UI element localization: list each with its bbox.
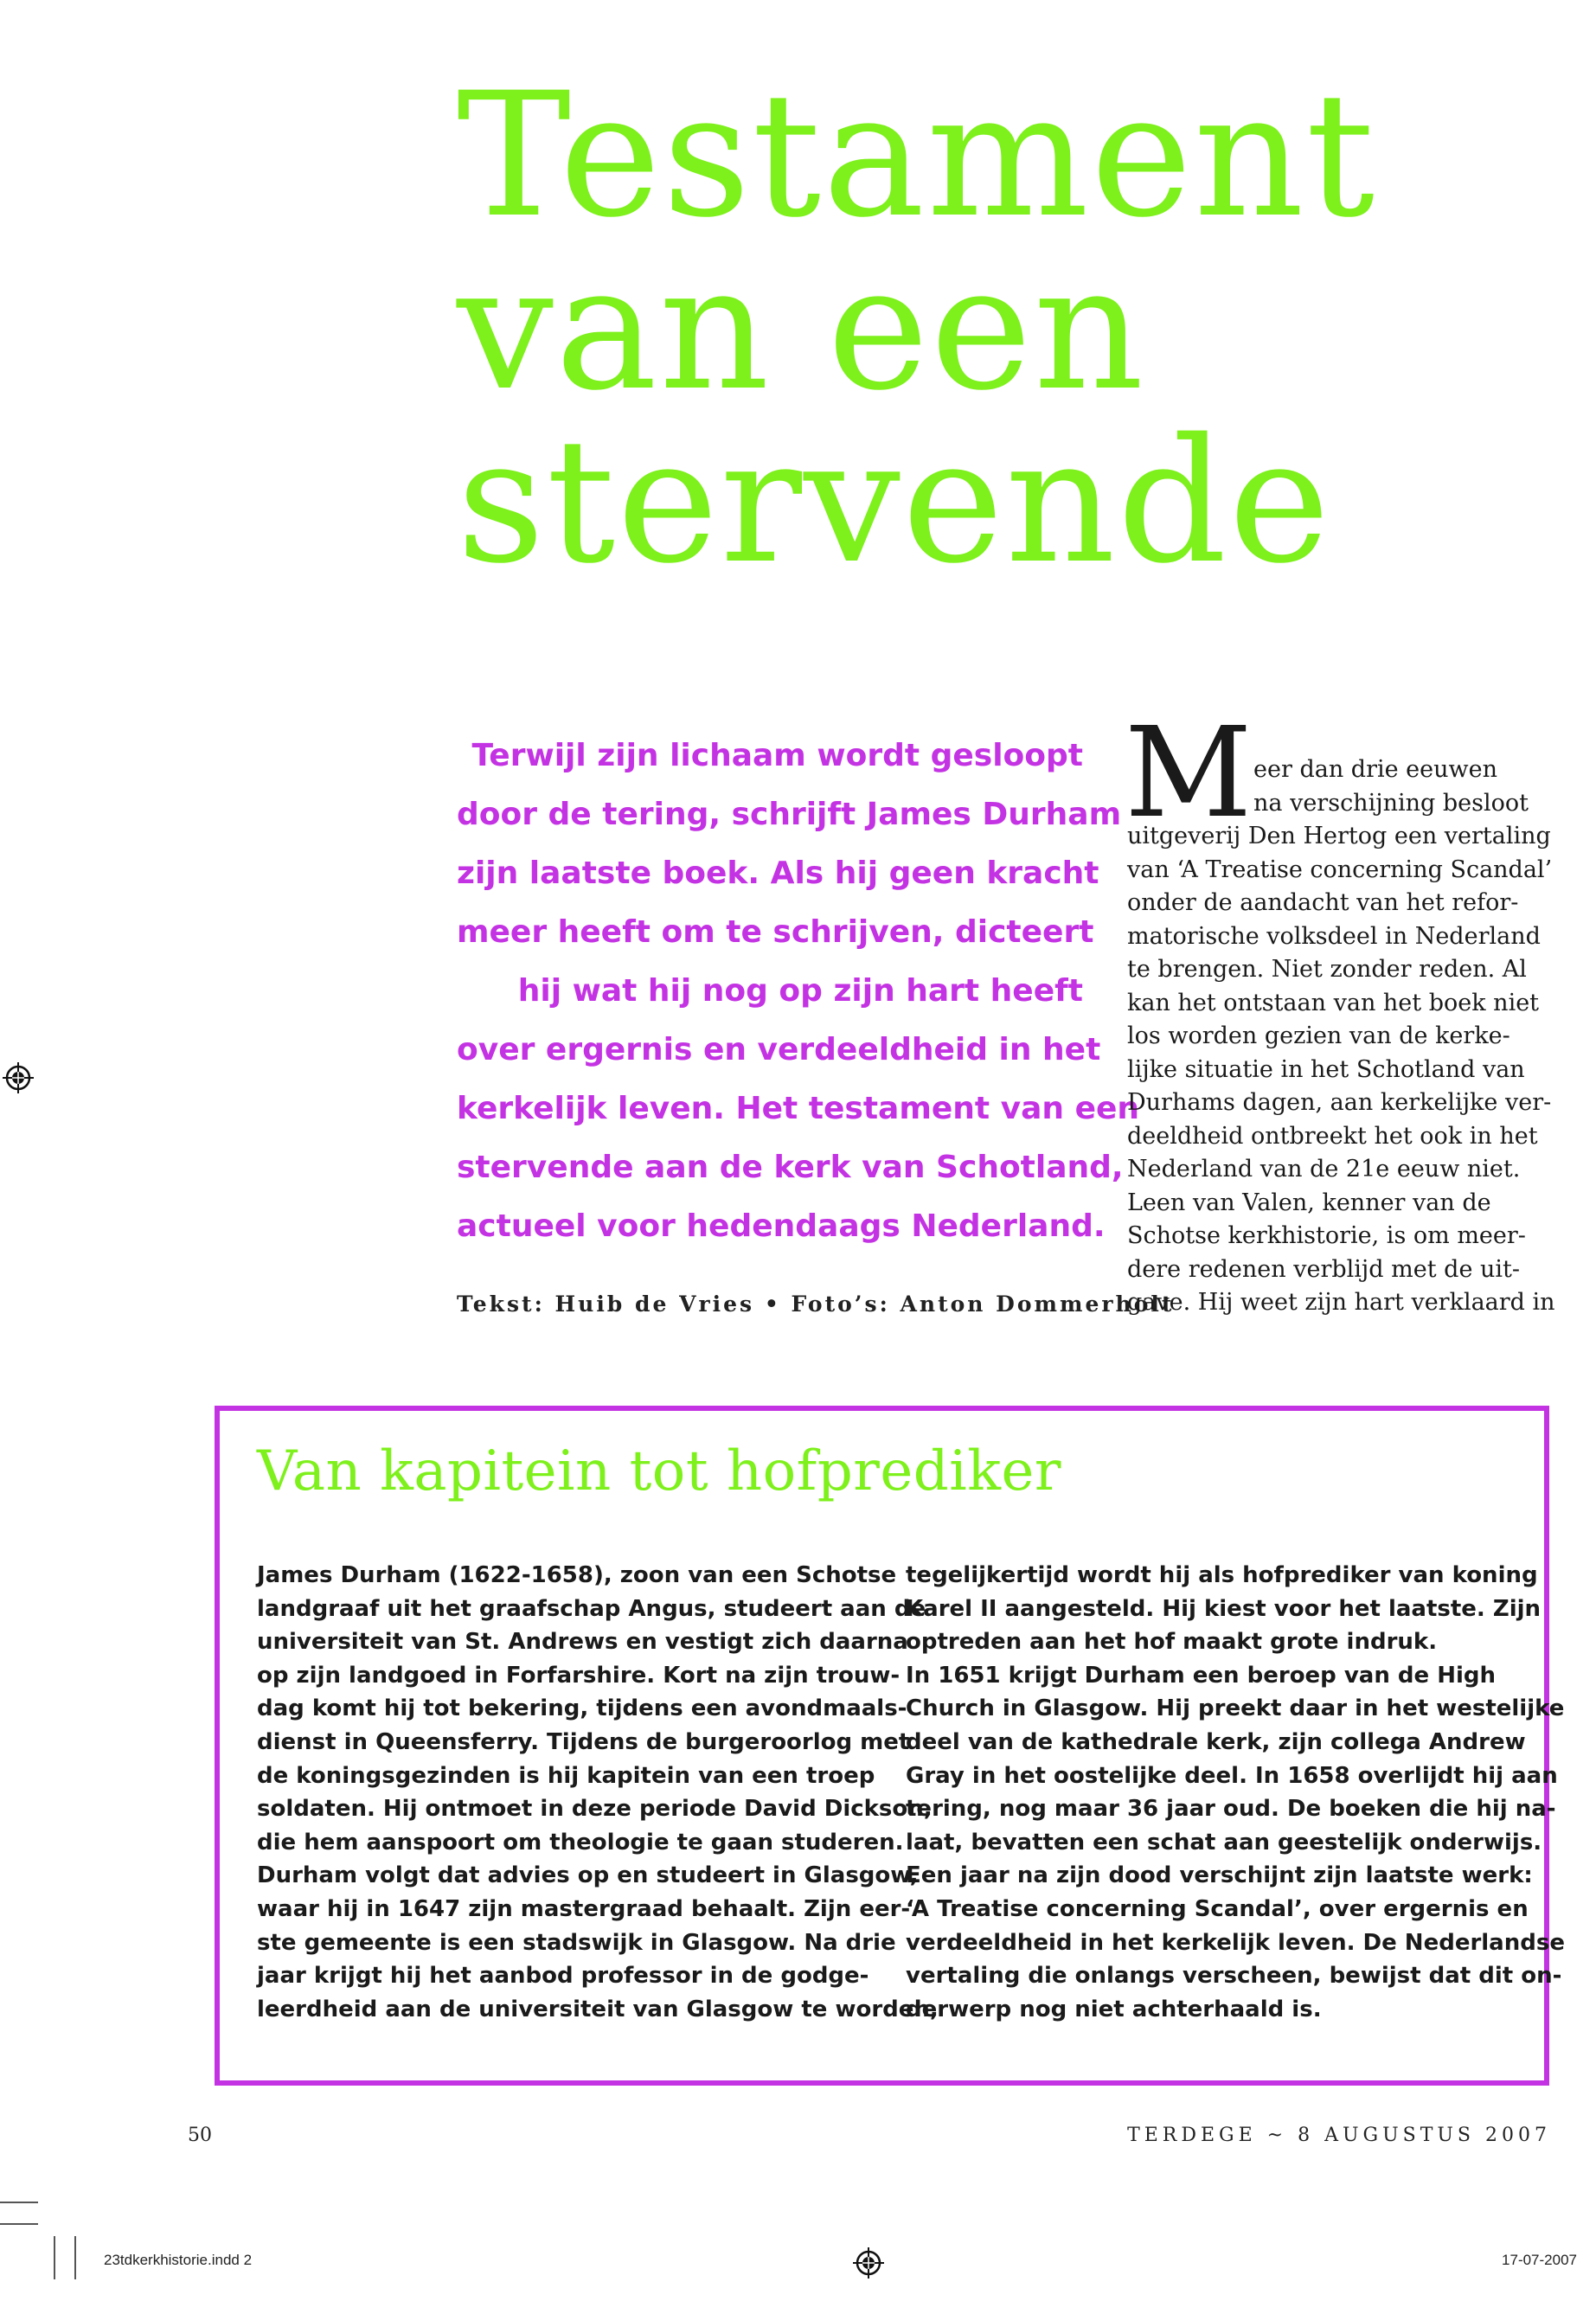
sidebar-line: tering, nog maar 36 jaar oud. De boeken die hij na- [906, 1796, 1556, 1823]
sidebar-column-right [906, 1559, 1565, 2026]
sidebar-line: laat, bevatten een schat aan geestelijk onderwijs. [906, 1829, 1542, 1856]
sidebar-line: Een jaar na zijn dood verschijnt zijn laatste werk: [906, 1862, 1533, 1889]
sidebar-line: Karel II aangesteld. Hij kiest voor het laatste. Zijn [906, 1595, 1542, 1622]
article-lead [457, 727, 1140, 1256]
crop-mark [74, 2236, 76, 2279]
title-line-1: Testament [457, 55, 1377, 255]
crop-mark [0, 2223, 38, 2225]
body-line: los worden gezien van de kerke- [1127, 1022, 1510, 1049]
sidebar-line: tegelijkertijd wordt hij als hofprediker van koning [906, 1562, 1538, 1588]
slug-filename: 23tdkerkhistorie.indd 2 [104, 2252, 253, 2268]
page-number: 50 [188, 2125, 212, 2146]
article-title [457, 55, 1581, 601]
body-line: kan het ontstaan van het boek niet [1127, 989, 1540, 1016]
body-line: Schotse kerkhistorie, is om meer- [1127, 1222, 1526, 1249]
sidebar-line: ‘A Treatise concerning Scandal’, over ergernis en [906, 1895, 1529, 1922]
sidebar-line: In 1651 krijgt Durham een beroep van de High [906, 1662, 1496, 1689]
body-line: te brengen. Niet zonder reden. Al [1127, 956, 1527, 983]
sidebar-line: soldaten. Hij ontmoet in deze periode David Dickson, [257, 1796, 933, 1823]
body-line: van ‘A Treatise concerning Scandal’ [1127, 856, 1553, 883]
slug-date: 17-07-2007 [1502, 2252, 1577, 2268]
body-line: gave. Hij weet zijn hart verklaard in [1127, 1289, 1555, 1316]
body-line: eer dan drie eeuwen [1253, 756, 1498, 783]
sidebar-line: op zijn landgoed in Forfarshire. Kort na zijn trouw- [257, 1662, 901, 1689]
body-line: lijke situatie in het Schotland van [1127, 1055, 1525, 1083]
lead-line: hij wat hij nog op zijn hart heeft [517, 973, 1083, 1009]
lead-line: over ergernis en verdeeldheid in het [457, 1032, 1101, 1067]
body-line: uitgeverij Den Hertog een vertaling [1127, 823, 1551, 849]
sidebar-line: Durham volgt dat advies op en studeert in Glasgow, [257, 1862, 919, 1889]
sidebar-line: derwerp nog niet achterhaald is. [906, 1996, 1322, 2022]
sidebar-column-left [257, 1559, 939, 2026]
lead-line: meer heeft om te schrijven, dicteert [457, 914, 1094, 950]
crop-mark [54, 2236, 55, 2279]
article-body-column [1127, 753, 1577, 1320]
registration-mark-icon [853, 2247, 884, 2279]
sidebar-line: deel van de kathedrale kerk, zijn collega Andrew [906, 1728, 1526, 1755]
sidebar-line: universiteit van St. Andrews en vestigt zich daarna [257, 1629, 908, 1656]
sidebar-line: optreden aan het hof maakt grote indruk. [906, 1629, 1438, 1656]
crop-mark [0, 2202, 38, 2203]
sidebar-line: landgraaf uit het graafschap Angus, studeert aan de [257, 1595, 926, 1622]
sidebar-line: die hem aanspoort om theologie te gaan studeren. [257, 1829, 904, 1856]
body-line: deeldheid ontbreekt het ook in het [1127, 1122, 1538, 1150]
sidebar-line: ste gemeente is een stadswijk in Glasgow. Na drie [257, 1929, 896, 1956]
lead-line: actueel voor hedendaags Nederland. [457, 1208, 1106, 1244]
lead-line: zijn laatste boek. Als hij geen kracht [457, 856, 1099, 891]
sidebar-line: dienst in Queensferry. Tijdens de burgeroorlog met [257, 1728, 910, 1755]
sidebar-line: Church in Glasgow. Hij preekt daar in het westelijke [906, 1695, 1565, 1722]
sidebar-line: Gray in het oostelijke deel. In 1658 overlijdt hij aan [906, 1762, 1558, 1789]
lead-line: Terwijl zijn lichaam wordt gesloopt [471, 738, 1083, 773]
sidebar-line: vertaling die onlangs verscheen, bewijst dat dit on- [906, 1963, 1562, 1990]
sidebar-line: jaar krijgt hij het aanbod professor in de godge- [257, 1963, 869, 1990]
body-line: dere redenen verblijd met de uit- [1127, 1255, 1521, 1283]
lead-line: door de tering, schrijft James Durham [457, 797, 1122, 832]
sidebar-line: dag komt hij tot bekering, tijdens een avondmaals- [257, 1695, 907, 1722]
sidebar-line: James Durham (1622-1658), zoon van een Schotse [257, 1562, 897, 1588]
title-line-2: van een [457, 228, 1146, 428]
sidebar-line: leerdheid aan de universiteit van Glasgow te worden, [257, 1996, 939, 2022]
lead-line: kerkelijk leven. Het testament van een [457, 1091, 1140, 1126]
sidebar-line: waar hij in 1647 zijn mastergraad behaalt. Zijn eer- [257, 1895, 911, 1922]
body-line: matorische volksdeel in Nederland [1127, 922, 1541, 950]
lead-line: stervende aan de kerk van Schotland, [457, 1150, 1124, 1185]
body-line: Leen van Valen, kenner van de [1127, 1189, 1491, 1216]
body-line: Durhams dagen, aan kerkelijke ver- [1127, 1089, 1552, 1116]
sidebar-line: verdeeldheid in het kerkelijk leven. De Nederlandse [906, 1929, 1565, 1956]
registration-mark-icon [3, 1062, 34, 1093]
sidebar-line: de koningsgezinden is hij kapitein van een troep [257, 1762, 875, 1789]
body-line: na verschijning besloot [1253, 789, 1529, 817]
body-line: Nederland van de 21e eeuw niet. [1127, 1156, 1521, 1183]
sidebar-title: Van kapitein tot hofprediker [257, 1439, 1061, 1503]
drop-cap: M [1125, 700, 1253, 845]
title-line-3: stervende [457, 401, 1332, 601]
magazine-issue-line: TERDEGE ~ 8 AUGUSTUS 2007 [1127, 2125, 1551, 2146]
body-line: onder de aandacht van het refor- [1127, 889, 1519, 916]
article-credits: Tekst: Huib de Vries • Foto’s: Anton Dommerholt [457, 1292, 1175, 1317]
